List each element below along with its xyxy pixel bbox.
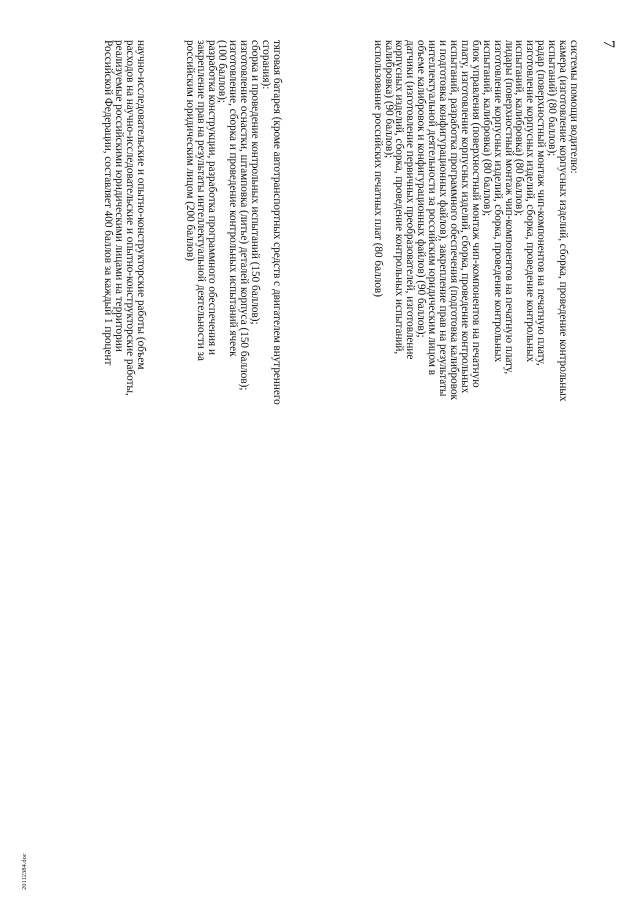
text-line: сгорания): xyxy=(260,40,273,90)
text-line: плату, изготовление корпусных изделий, сборка, проведение контрольных xyxy=(458,40,471,394)
text-line: расходов на научно-исследовательские и опытно-конструкторские работы, xyxy=(124,40,137,396)
text-line: разработка конструкции, разработка программного обеспечения и xyxy=(205,40,218,355)
section-rnd xyxy=(102,40,146,820)
text-line: (100 баллов); xyxy=(216,40,229,103)
text-line: испытаний) (80 баллов); xyxy=(546,40,559,157)
text-line: корпусных изделий, сборка, проведение контрольных испытаний, xyxy=(393,40,406,355)
section-traction-battery xyxy=(184,40,282,820)
text-line: лидары (поверхностный монтаж чип-компонентов на печатную плату, xyxy=(502,40,515,375)
text-line: интеллектуальной деятельности за российским юридическим лицом в xyxy=(426,40,439,376)
text-line: объеме калибровок и конфигурационных файлов) (90 баллов); xyxy=(415,40,428,338)
text-line: сборка и проведение контрольных испытаний (150 баллов); xyxy=(249,40,262,325)
page-number: 7 xyxy=(600,40,617,48)
text-line: блок управления (поверхностный монтаж чип-компонентов на печатную xyxy=(469,40,482,388)
text-line: Российской Федерации, составляет 400 баллов за каждый 1 процент xyxy=(102,40,115,366)
text-line: системы помощи водителю: xyxy=(568,40,580,174)
text-line: изготовление оснастки, штамповка (литье) деталей корпуса (150 баллов); xyxy=(238,40,251,391)
text-line: изготовление, сборка и проведение контрольных испытаний ячеек xyxy=(227,40,240,357)
text-line: закрепление прав на результаты интеллектуальной деятельности за xyxy=(194,40,207,361)
text-line: испытаний, калибровка) (80 баллов); xyxy=(513,40,526,217)
text-line: использование российских печатных плат (80 баллов) xyxy=(371,40,384,297)
text-line: испытаний, разработка программного обеспечения (подготовка калибровок xyxy=(448,40,461,400)
text-line: изготовление корпусных изделий, сборка, проведение контрольных xyxy=(524,40,537,363)
text-line: тяговая батарея (кроме автотранспортных средств с двигателем внутреннего xyxy=(271,40,283,405)
section-driver-assistance xyxy=(372,40,579,820)
footer-doc-label: 20112384.doc xyxy=(21,853,28,890)
text-line: российским юридическим лицом (200 баллов) xyxy=(183,40,196,262)
text-line: камера (изготовление корпусных изделий, сборка, проведение контрольных xyxy=(557,40,570,402)
text-line: радар (поверхностный монтаж чип-компонентов на печатную плату, xyxy=(535,40,548,366)
text-line: калибровка) (90 баллов); xyxy=(382,40,395,159)
text-line: научно-исследовательские и опытно-конструкторские работы (объем xyxy=(135,40,147,370)
text-line: испытаний, калибровка) (80 баллов); xyxy=(480,40,493,217)
text-line: и подготовка конфигурационных файлов), закрепление прав на результаты xyxy=(437,40,450,397)
text-line: датчики (изготовление первичных преобразователей, изготовление xyxy=(404,40,417,360)
text-line: изготовление корпусных изделий, сборка, проведение контрольных xyxy=(491,40,504,363)
text-line: реализуемые российскими юридическими лицами на территории xyxy=(113,40,126,352)
